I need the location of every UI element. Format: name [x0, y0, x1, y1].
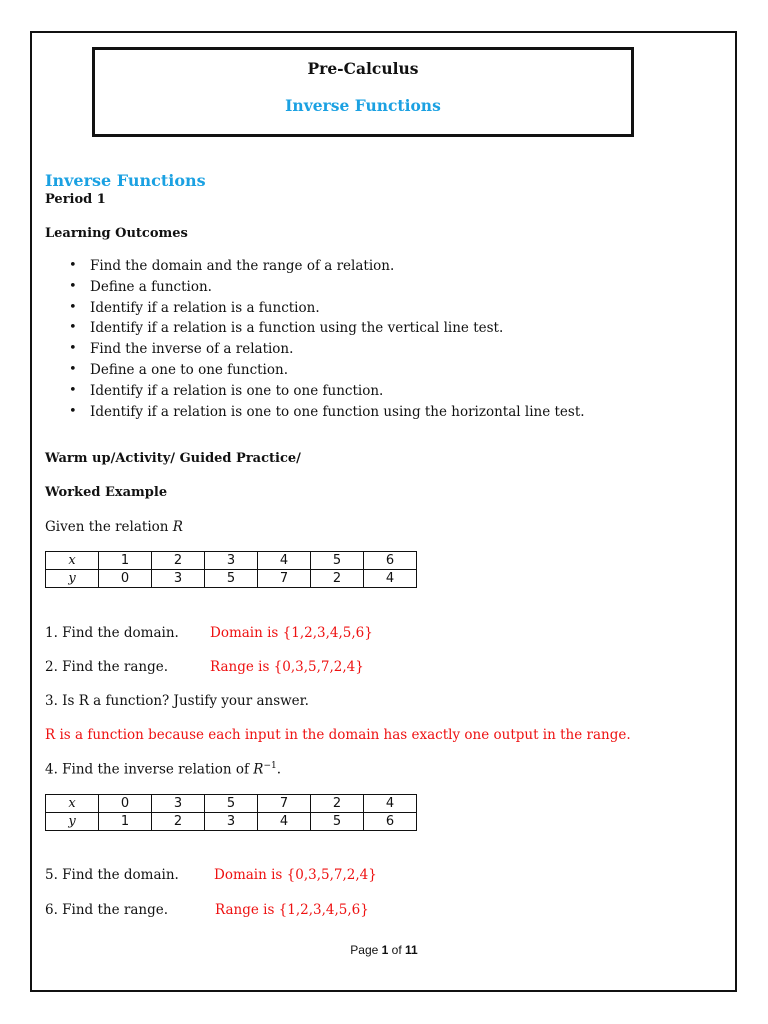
question-1: 1. Find the domain. [45, 625, 179, 641]
question-4-suffix: . [276, 761, 282, 778]
worked-example-heading: Worked Example [45, 485, 168, 500]
table-row [46, 552, 417, 570]
answer-6: Range is {1,2,3,4,5,6} [215, 902, 369, 918]
table-cell: y [46, 813, 99, 831]
list-item: • Find the domain and the range of a relation. [90, 256, 585, 277]
inverse-var: R [253, 761, 264, 778]
question-4-prefix: 4. Find the inverse relation of [45, 761, 254, 778]
table-cell: 3 [152, 795, 205, 813]
page-total: 11 [405, 943, 418, 957]
table-row [46, 795, 417, 813]
table-cell: 6 [364, 813, 417, 831]
table-cell: 3 [205, 552, 258, 570]
list-item: • Identify if a relation is one to one function using the horizontal line test. [90, 402, 585, 423]
table-cell: 6 [364, 552, 417, 570]
course-title: Pre-Calculus [307, 59, 419, 78]
table-cell: 5 [205, 795, 258, 813]
table-cell: 0 [99, 570, 152, 588]
table-cell: 1 [99, 813, 152, 831]
inverse-relation-table [45, 794, 417, 831]
given-text: Given the relation [45, 519, 173, 535]
page-footer [0, 943, 768, 957]
answer-2: Range is {0,3,5,7,2,4} [210, 659, 364, 675]
question-2: 2. Find the range. [45, 659, 169, 675]
table-cell: 4 [364, 795, 417, 813]
table-cell: 2 [311, 570, 364, 588]
list-item: • Identify if a relation is a function using the vertical line test. [90, 318, 585, 339]
list-item: • Identify if a relation is one to one function. [90, 381, 585, 402]
relation-var: R [172, 519, 183, 535]
table-cell: 5 [311, 813, 364, 831]
topic-title: Inverse Functions [285, 96, 441, 115]
list-item: • Find the inverse of a relation. [90, 339, 585, 360]
table-cell: 0 [99, 795, 152, 813]
table-row [46, 813, 417, 831]
table-cell: y [46, 570, 99, 588]
warmup-heading: Warm up/Activity/ Guided Practice/ [45, 451, 301, 466]
page-word: Page [350, 943, 379, 957]
learning-outcomes-heading: Learning Outcomes [45, 226, 188, 241]
of-word: of [391, 943, 402, 957]
table-cell: 2 [311, 795, 364, 813]
table-cell: 2 [152, 552, 205, 570]
answer-5: Domain is {0,3,5,7,2,4} [214, 867, 377, 883]
inverse-exponent: −1 [263, 761, 277, 771]
question-3: 3. Is R a function? Justify your answer. [45, 693, 309, 709]
relation-table [45, 551, 417, 588]
table-cell: 1 [99, 552, 152, 570]
table-cell: 3 [152, 570, 205, 588]
list-item: • Identify if a relation is a function. [90, 298, 585, 319]
period-label: Period 1 [45, 192, 106, 207]
title-box [92, 47, 634, 137]
table-cell: 4 [258, 552, 311, 570]
table-cell: 2 [152, 813, 205, 831]
table-row [46, 570, 417, 588]
table-cell: 3 [205, 813, 258, 831]
table-cell: 5 [311, 552, 364, 570]
answer-3: R is a function because each input in the domain has exactly one output in the range. [45, 727, 631, 743]
table-cell: 5 [205, 570, 258, 588]
table-cell: x [46, 552, 99, 570]
question-5: 5. Find the domain. [45, 867, 179, 883]
section-heading: Inverse Functions [45, 171, 206, 190]
table-cell: x [46, 795, 99, 813]
table-cell: 4 [258, 813, 311, 831]
given-relation-text [45, 519, 183, 535]
table-cell: 4 [364, 570, 417, 588]
list-item: • Define a function. [90, 277, 585, 298]
answer-1: Domain is {1,2,3,4,5,6} [210, 625, 373, 641]
list-item: • Define a one to one function. [90, 360, 585, 381]
question-4 [45, 761, 281, 778]
page-current: 1 [381, 943, 389, 957]
table-cell: 7 [258, 570, 311, 588]
learning-outcomes-list [45, 256, 585, 422]
question-6: 6. Find the range. [45, 902, 169, 918]
table-cell: 7 [258, 795, 311, 813]
